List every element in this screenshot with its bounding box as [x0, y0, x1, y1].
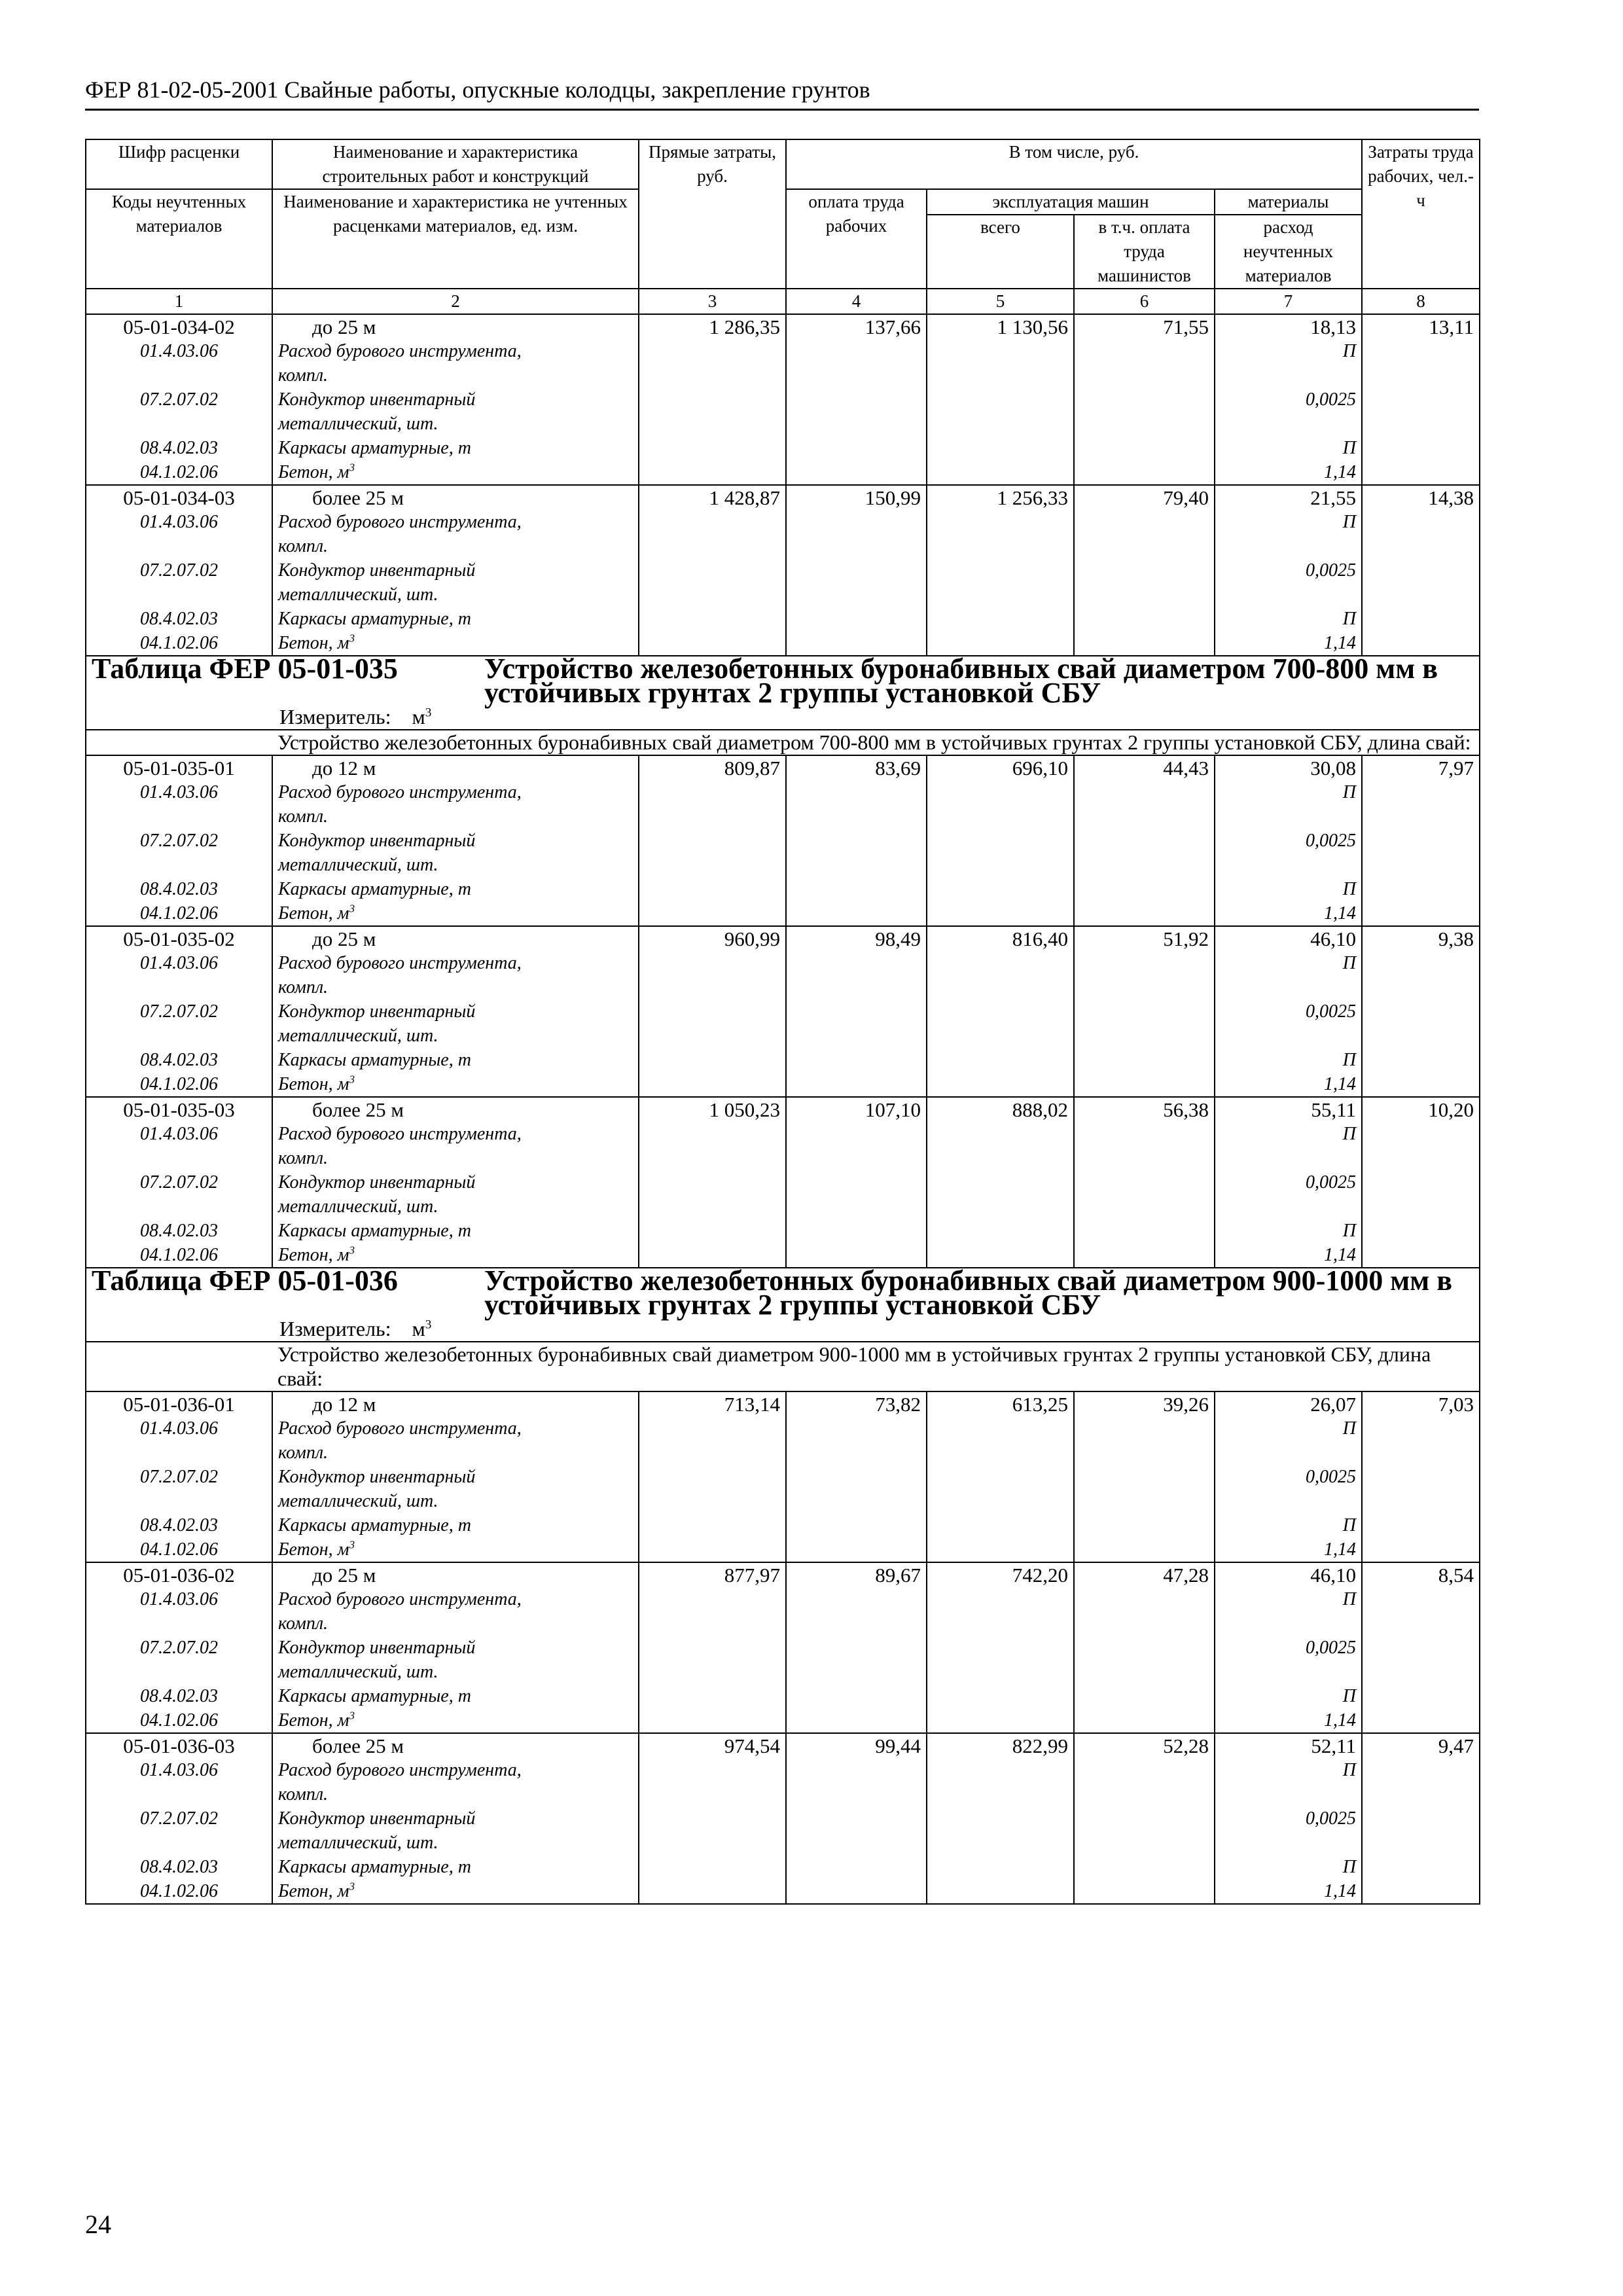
header-labor-cost: Затраты труда рабочих, чел.-ч: [1362, 139, 1480, 289]
rate-code: 05-01-034-02: [86, 314, 272, 339]
material-name: Бетон, $м^3$: [272, 631, 639, 656]
header-codes: Коды неучтенных материалов: [86, 189, 272, 289]
material-code: 07.2.07.02: [86, 999, 272, 1024]
rate-labor-pay: 83,69: [786, 755, 927, 926]
material-code: 07.2.07.02: [86, 558, 272, 583]
rate-row: [86, 485, 1480, 510]
material-usage: П: [1215, 1758, 1362, 1782]
material-code: 08.4.02.03: [86, 1048, 272, 1072]
rate-materials: 52,11: [1215, 1733, 1362, 1758]
rate-machine-pay: 71,55: [1074, 314, 1215, 485]
col-num-1: 1: [86, 289, 272, 314]
material-name: Кондуктор инвентарный: [272, 387, 639, 412]
rate-code: 05-01-035-03: [86, 1097, 272, 1122]
rate-machine-pay: 39,26: [1074, 1391, 1215, 1562]
rate-direct-cost: 1 286,35: [639, 314, 786, 485]
rate-machine-pay: 47,28: [1074, 1562, 1215, 1733]
material-usage: П: [1215, 510, 1362, 534]
material-usage: 1,14: [1215, 1243, 1362, 1268]
rate-row: [86, 314, 1480, 339]
rate-labor-hours: 13,11: [1362, 314, 1480, 485]
material-code: 04.1.02.06: [86, 901, 272, 926]
rate-name: до 25 м: [272, 1562, 639, 1587]
material-code: 04.1.02.06: [86, 460, 272, 485]
rate-direct-cost: 960,99: [639, 926, 786, 1097]
material-name-cont: компл.: [272, 1441, 639, 1465]
material-code: 07.2.07.02: [86, 1465, 272, 1489]
rate-machine-total: 696,10: [927, 755, 1074, 926]
rate-machine-total: 822,99: [927, 1733, 1074, 1904]
section-table-name: Таблица ФЕР 05-01-036: [92, 1265, 398, 1297]
material-usage: П: [1215, 1513, 1362, 1537]
rate-direct-cost: 877,97: [639, 1562, 786, 1733]
rate-materials: 55,11: [1215, 1097, 1362, 1122]
header-name-bottom: Наименование и характеристика не учтенных расценками материалов, ед. изм.: [272, 189, 639, 289]
rate-machine-pay: 79,40: [1074, 485, 1215, 656]
measure-label: Измеритель:: [279, 1317, 391, 1340]
rate-labor-hours: 9,38: [1362, 926, 1480, 1097]
material-usage: П: [1215, 607, 1362, 631]
material-name: Расход бурового инструмента,: [272, 1416, 639, 1441]
material-name-cont: компл.: [272, 534, 639, 558]
material-usage: П: [1215, 877, 1362, 901]
material-usage: 0,0025: [1215, 1465, 1362, 1489]
rate-name: до 12 м: [272, 755, 639, 780]
material-code: 08.4.02.03: [86, 1513, 272, 1537]
material-name-cont: компл.: [272, 975, 639, 999]
material-name: Расход бурового инструмента,: [272, 1122, 639, 1146]
header-name-top: Наименование и характеристика строительных работ и конструкций: [272, 139, 639, 189]
material-usage: П: [1215, 1684, 1362, 1708]
material-code: 07.2.07.02: [86, 1806, 272, 1831]
rate-materials: 46,10: [1215, 1562, 1362, 1587]
header-materials: материалы: [1215, 189, 1362, 215]
rate-row: [86, 1097, 1480, 1122]
rate-labor-hours: 10,20: [1362, 1097, 1480, 1268]
material-code: 01.4.03.06: [86, 1416, 272, 1441]
material-name: Каркасы арматурные, т: [272, 436, 639, 460]
rate-labor-hours: 7,97: [1362, 755, 1480, 926]
measure-unit: $м^3$: [412, 705, 432, 728]
material-usage: 0,0025: [1215, 999, 1362, 1024]
material-code: 01.4.03.06: [86, 1587, 272, 1611]
header-machines: эксплуатация машин: [927, 189, 1215, 215]
rate-row: [86, 1733, 1480, 1758]
material-usage: П: [1215, 1219, 1362, 1243]
material-code: 01.4.03.06: [86, 1122, 272, 1146]
rate-machine-pay: 44,43: [1074, 755, 1215, 926]
material-usage: 0,0025: [1215, 1170, 1362, 1194]
rate-direct-cost: 713,14: [639, 1391, 786, 1562]
subsection-row: [86, 1342, 1480, 1391]
material-name: Бетон, $м^3$: [272, 1708, 639, 1733]
section-table-desc: Устройство железобетонных буронабивных свай диаметром 900-1000 мм в устойчивых грунтах 2 группы установкой СБУ: [484, 1265, 1453, 1321]
rate-materials: 21,55: [1215, 485, 1362, 510]
header-mat-use: расход неучтенных материалов: [1215, 215, 1362, 289]
material-code: 04.1.02.06: [86, 1708, 272, 1733]
material-code: 08.4.02.03: [86, 607, 272, 631]
material-name: Бетон, $м^3$: [272, 1537, 639, 1562]
material-usage: П: [1215, 1048, 1362, 1072]
rate-direct-cost: 1 050,23: [639, 1097, 786, 1268]
header-mach-pay: в т.ч. оплата труда машинистов: [1074, 215, 1215, 289]
material-name-cont: металлический, шт.: [272, 583, 639, 607]
rate-name: до 12 м: [272, 1391, 639, 1416]
rate-labor-hours: 8,54: [1362, 1562, 1480, 1733]
material-name: Расход бурового инструмента,: [272, 951, 639, 975]
material-name-cont: компл.: [272, 804, 639, 829]
subsection-desc: Устройство железобетонных буронабивных свай диаметром 700-800 мм в устойчивых грунтах 2 группы установкой СБУ, длина свай:: [272, 730, 1480, 755]
col-num-2: 2: [272, 289, 639, 314]
material-usage: 1,14: [1215, 1072, 1362, 1097]
material-name: Бетон, $м^3$: [272, 1879, 639, 1904]
rate-machine-pay: 51,92: [1074, 926, 1215, 1097]
material-name: Кондуктор инвентарный: [272, 1465, 639, 1489]
rate-row: [86, 926, 1480, 951]
material-code: 01.4.03.06: [86, 510, 272, 534]
rate-materials: 18,13: [1215, 314, 1362, 339]
material-name: Расход бурового инструмента,: [272, 780, 639, 804]
subsection-row: [86, 730, 1480, 755]
material-code: 01.4.03.06: [86, 1758, 272, 1782]
material-usage: 0,0025: [1215, 387, 1362, 412]
material-code: 07.2.07.02: [86, 1636, 272, 1660]
material-name: Расход бурового инструмента,: [272, 1758, 639, 1782]
rate-labor-pay: 99,44: [786, 1733, 927, 1904]
material-name: Каркасы арматурные, т: [272, 1855, 639, 1879]
header-labor-pay: оплата труда рабочих: [786, 189, 927, 289]
material-usage: 1,14: [1215, 1537, 1362, 1562]
material-usage: 1,14: [1215, 1879, 1362, 1904]
col-num-8: 8: [1362, 289, 1480, 314]
rate-labor-pay: 73,82: [786, 1391, 927, 1562]
rate-machine-pay: 56,38: [1074, 1097, 1215, 1268]
material-code: 07.2.07.02: [86, 1170, 272, 1194]
rate-row: [86, 755, 1480, 780]
material-usage: 1,14: [1215, 901, 1362, 926]
material-name-cont: металлический, шт.: [272, 1024, 639, 1048]
material-name: Кондуктор инвентарный: [272, 829, 639, 853]
material-code: 07.2.07.02: [86, 387, 272, 412]
rate-labor-pay: 107,10: [786, 1097, 927, 1268]
rate-labor-pay: 137,66: [786, 314, 927, 485]
subsection-desc: Устройство железобетонных буронабивных свай диаметром 900-1000 мм в устойчивых грунтах 2 группы установкой СБУ, длина свай:: [272, 1342, 1480, 1391]
page-header: ФЕР 81-02-05-2001 Свайные работы, опускные колодцы, закрепление грунтов: [85, 73, 1479, 111]
material-code: 08.4.02.03: [86, 1219, 272, 1243]
material-usage: 1,14: [1215, 460, 1362, 485]
material-name-cont: металлический, шт.: [272, 853, 639, 877]
rate-labor-pay: 89,67: [786, 1562, 927, 1733]
col-num-3: 3: [639, 289, 786, 314]
rate-code: 05-01-036-01: [86, 1391, 272, 1416]
material-usage: П: [1215, 1416, 1362, 1441]
rate-machine-total: 888,02: [927, 1097, 1074, 1268]
material-code: 08.4.02.03: [86, 877, 272, 901]
material-name-cont: компл.: [272, 363, 639, 387]
material-name: Каркасы арматурные, т: [272, 1513, 639, 1537]
material-usage: П: [1215, 951, 1362, 975]
material-code: 08.4.02.03: [86, 436, 272, 460]
material-name-cont: металлический, шт.: [272, 412, 639, 436]
measure-unit: $м^3$: [412, 1317, 432, 1340]
rate-machine-total: 816,40: [927, 926, 1074, 1097]
section-table-name: Таблица ФЕР 05-01-035: [92, 653, 398, 685]
material-code: 04.1.02.06: [86, 631, 272, 656]
material-name-cont: компл.: [272, 1782, 639, 1806]
rate-machine-total: 613,25: [927, 1391, 1074, 1562]
material-usage: П: [1215, 780, 1362, 804]
material-name-cont: металлический, шт.: [272, 1489, 639, 1513]
section-title-row: [86, 656, 1480, 705]
rate-labor-pay: 98,49: [786, 926, 927, 1097]
col-num-5: 5: [927, 289, 1074, 314]
material-name: Бетон, $м^3$: [272, 901, 639, 926]
rate-machine-total: 1 256,33: [927, 485, 1074, 656]
material-name: Кондуктор инвентарный: [272, 1636, 639, 1660]
header-incl: В том числе, руб.: [786, 139, 1362, 189]
rate-direct-cost: 1 428,87: [639, 485, 786, 656]
material-usage: 0,0025: [1215, 829, 1362, 853]
rate-labor-pay: 150,99: [786, 485, 927, 656]
material-code: 04.1.02.06: [86, 1072, 272, 1097]
rates-table: [85, 139, 1480, 1905]
rate-code: 05-01-036-02: [86, 1562, 272, 1587]
material-code: 07.2.07.02: [86, 829, 272, 853]
rate-row: [86, 1562, 1480, 1587]
col-num-6: 6: [1074, 289, 1215, 314]
rate-direct-cost: 974,54: [639, 1733, 786, 1904]
material-name: Каркасы арматурные, т: [272, 607, 639, 631]
material-usage: 0,0025: [1215, 1806, 1362, 1831]
rate-direct-cost: 809,87: [639, 755, 786, 926]
rate-labor-hours: 14,38: [1362, 485, 1480, 656]
rate-machine-total: 742,20: [927, 1562, 1074, 1733]
material-name: Бетон, $м^3$: [272, 1243, 639, 1268]
rate-name: более 25 м: [272, 1733, 639, 1758]
material-name: Кондуктор инвентарный: [272, 1806, 639, 1831]
material-name: Каркасы арматурные, т: [272, 1048, 639, 1072]
material-name: Кондуктор инвентарный: [272, 558, 639, 583]
col-num-4: 4: [786, 289, 927, 314]
material-name: Бетон, $м^3$: [272, 1072, 639, 1097]
material-name: Кондуктор инвентарный: [272, 999, 639, 1024]
rate-machine-pay: 52,28: [1074, 1733, 1215, 1904]
material-name-cont: металлический, шт.: [272, 1660, 639, 1684]
material-name-cont: компл.: [272, 1146, 639, 1170]
material-usage: 1,14: [1215, 631, 1362, 656]
section-table-desc: Устройство железобетонных буронабивных свай диаметром 700-800 мм в устойчивых грунтах 2 группы установкой СБУ: [484, 653, 1438, 709]
rate-name: более 25 м: [272, 485, 639, 510]
material-name: Расход бурового инструмента,: [272, 510, 639, 534]
material-name: Каркасы арматурные, т: [272, 1684, 639, 1708]
material-code: 04.1.02.06: [86, 1243, 272, 1268]
col-num-7: 7: [1215, 289, 1362, 314]
material-usage: П: [1215, 339, 1362, 363]
rate-materials: 46,10: [1215, 926, 1362, 951]
rate-row: [86, 1391, 1480, 1416]
rate-code: 05-01-035-02: [86, 926, 272, 951]
rate-labor-hours: 7,03: [1362, 1391, 1480, 1562]
material-name: Кондуктор инвентарный: [272, 1170, 639, 1194]
rate-code: 05-01-035-01: [86, 755, 272, 780]
section-title-row: [86, 1268, 1480, 1317]
header-shifr: Шифр расценки: [86, 139, 272, 189]
rate-name: до 25 м: [272, 314, 639, 339]
material-usage: 1,14: [1215, 1708, 1362, 1733]
material-name-cont: металлический, шт.: [272, 1194, 639, 1219]
material-name: Бетон, $м^3$: [272, 460, 639, 485]
header-direct: Прямые затраты, руб.: [639, 139, 786, 289]
material-usage: П: [1215, 1122, 1362, 1146]
material-code: 01.4.03.06: [86, 339, 272, 363]
rate-materials: 26,07: [1215, 1391, 1362, 1416]
material-name: Каркасы арматурные, т: [272, 877, 639, 901]
material-code: 01.4.03.06: [86, 951, 272, 975]
rate-name: более 25 м: [272, 1097, 639, 1122]
material-name: Расход бурового инструмента,: [272, 1587, 639, 1611]
material-code: 01.4.03.06: [86, 780, 272, 804]
material-name-cont: компл.: [272, 1611, 639, 1636]
rate-code: 05-01-036-03: [86, 1733, 272, 1758]
material-usage: 0,0025: [1215, 558, 1362, 583]
rate-code: 05-01-034-03: [86, 485, 272, 510]
material-name: Каркасы арматурные, т: [272, 1219, 639, 1243]
rate-labor-hours: 9,47: [1362, 1733, 1480, 1904]
material-code: 08.4.02.03: [86, 1684, 272, 1708]
material-code: 08.4.02.03: [86, 1855, 272, 1879]
material-name: Расход бурового инструмента,: [272, 339, 639, 363]
material-name-cont: металлический, шт.: [272, 1831, 639, 1855]
measure-label: Измеритель:: [279, 705, 391, 728]
material-usage: П: [1215, 1855, 1362, 1879]
material-code: 04.1.02.06: [86, 1879, 272, 1904]
rate-name: до 25 м: [272, 926, 639, 951]
page-number: 24: [85, 2210, 111, 2239]
material-code: 04.1.02.06: [86, 1537, 272, 1562]
material-usage: П: [1215, 1587, 1362, 1611]
rate-materials: 30,08: [1215, 755, 1362, 780]
rate-machine-total: 1 130,56: [927, 314, 1074, 485]
material-usage: П: [1215, 436, 1362, 460]
header-mach-total: всего: [927, 215, 1074, 289]
material-usage: 0,0025: [1215, 1636, 1362, 1660]
